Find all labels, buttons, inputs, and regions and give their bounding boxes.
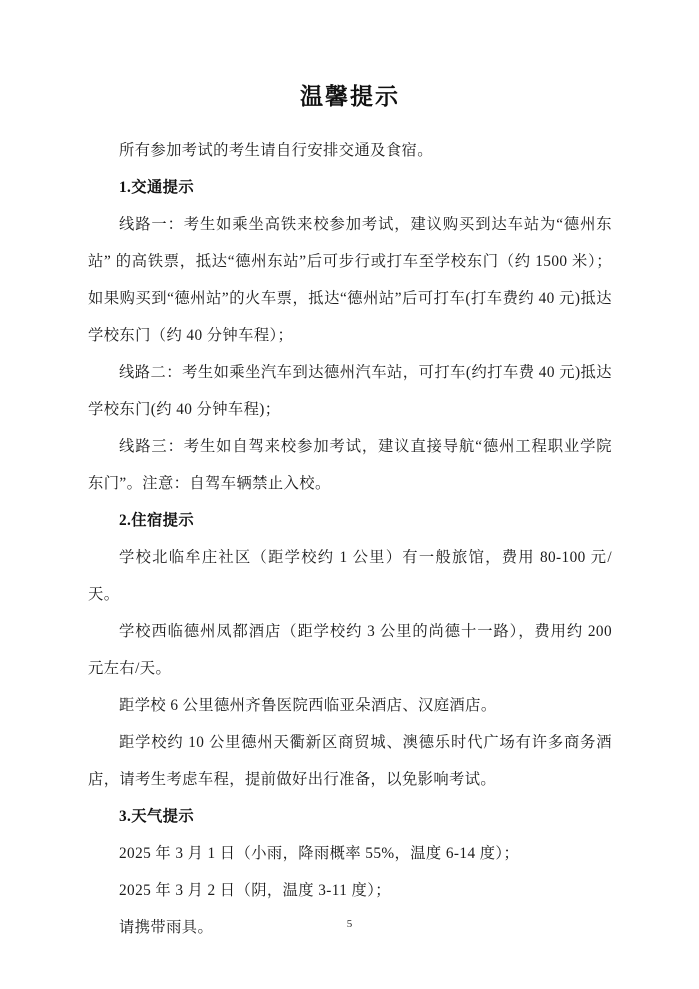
- page-number: 5: [346, 918, 353, 930]
- document-body: [88, 0, 612, 946]
- weather-note: 请携带雨具。: [119, 919, 214, 936]
- accommodation-item-2: 学校西临德州凤都酒店（距学校约 3 公里的尚德十一路），费用约 200 元左右/天。: [88, 623, 612, 677]
- accommodation-item-3: 距学校 6 公里德州齐鲁医院西临亚朵酒店、汉庭酒店。: [119, 697, 497, 714]
- section-heading-accommodation: 2.住宿提示: [119, 512, 195, 529]
- section-heading-weather: 3.天气提示: [119, 808, 195, 825]
- transport-route-2: 线路二：考生如乘坐汽车到达德州汽车站，可打车(约打车费 40 元)抵达学校东门(约 40 分钟车程)；: [88, 364, 612, 418]
- page-title: 温馨提示: [300, 84, 400, 109]
- weather-day-1: 2025 年 3 月 1 日（小雨，降雨概率 55%，温度 6-14 度）；: [119, 845, 520, 862]
- accommodation-item-4: 距学校约 10 公里德州天衢新区商贸城、澳德乐时代广场有许多商务酒店，请考生考虑车程，提前做好出行准备，以免影响考试。: [88, 734, 612, 788]
- weather-day-2: 2025 年 3 月 2 日（阴，温度 3-11 度）；: [119, 882, 391, 899]
- intro-paragraph: 所有参加考试的考生请自行安排交通及食宿。: [119, 142, 433, 159]
- transport-route-1: 线路一：考生如乘坐高铁来校参加考试，建议购买到达车站为“德州东站” 的高铁票，抵达“德州东站”后可步行或打车至学校东门（约 1500 米）；如果购买到“德州站”的火车票，抵达“德州站”后可打车(打车费约 40 元)抵达学校东门（约 40 分钟车程）；: [88, 216, 612, 344]
- accommodation-item-1: 学校北临牟庄社区（距学校约 1 公里）有一般旅馆，费用 80-100 元/天。: [88, 549, 612, 603]
- section-heading-transport: 1.交通提示: [119, 179, 195, 196]
- transport-route-3: 线路三：考生如自驾来校参加考试，建议直接导航“德州工程职业学院东门”。注意：自驾车辆禁止入校。: [88, 438, 612, 492]
